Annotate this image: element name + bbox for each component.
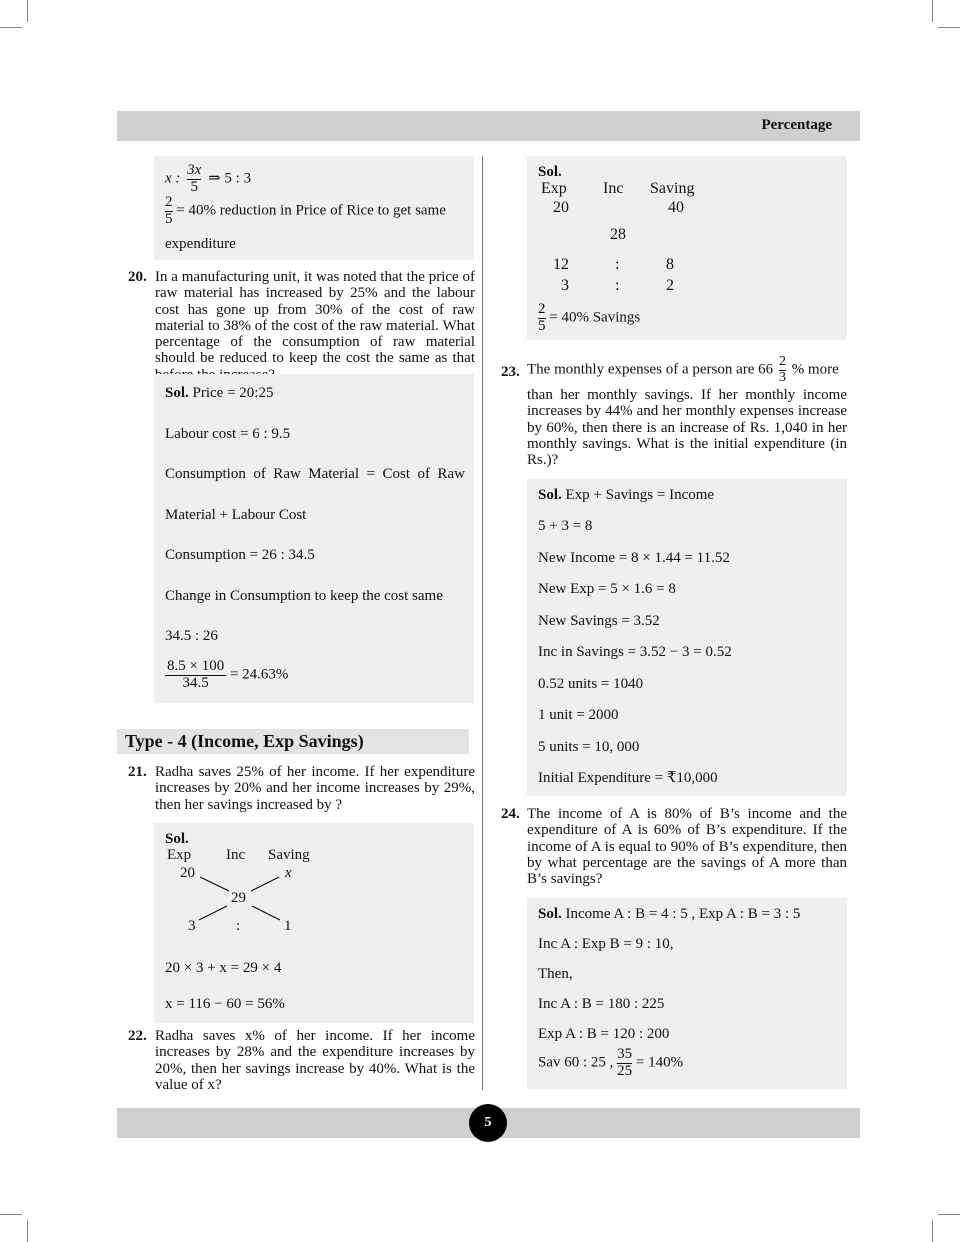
alligation-row1-colon: : [615, 256, 620, 273]
ratio-result: ⇒ 5 : 3 [208, 170, 252, 187]
fraction-numerator: 2 [165, 194, 173, 210]
ratio-prefix: x : [165, 170, 181, 187]
sol20-line7: 34.5 : 26 [165, 628, 218, 644]
alligation-row1-right: 8 [666, 256, 674, 273]
section-heading: Type - 4 (Income, Exp Savings) [125, 731, 364, 751]
column-divider [482, 156, 483, 1090]
sol23-line3: New Income = 8 × 1.44 = 11.52 [538, 550, 730, 566]
alligation-row2-colon: : [615, 277, 620, 294]
alligation-row2-right: 2 [666, 277, 674, 294]
fraction-denominator: 5 [165, 210, 173, 227]
expenditure-word: expenditure [165, 236, 236, 252]
solution-box-20 [154, 374, 474, 703]
sol20-line3: Consumption of Raw Material = Cost of Raw [165, 466, 465, 482]
sol-text: Price = 20:25 [192, 385, 274, 401]
result-fraction [165, 659, 226, 692]
sol20-line6: Change in Consumption to keep the cost same [165, 588, 443, 604]
fraction-numerator: 2 [778, 354, 786, 369]
sol23-line10: Initial Expenditure = ₹10,000 [538, 770, 718, 786]
question-number: 22. [128, 1028, 147, 1044]
col-saving: Saving [650, 180, 695, 197]
fraction-denominator: 5 [538, 317, 546, 334]
col-saving: Saving [268, 847, 310, 863]
question-text: than her monthly savings. If her monthly income increases by 44% and her monthly expenses increase by 60%, then there is an increase of Rs. 1,040 in her monthly savings. What is the initial expenditure (in Rs.)? [527, 387, 847, 469]
sol-text: Income A : B = 4 : 5 , Exp A : B = 3 : 5 [565, 906, 801, 922]
reduction-text: = 40% reduction in Price of Rice to get same [176, 202, 446, 219]
fraction-denominator: 5 [187, 179, 201, 196]
question-23-first-line [527, 355, 839, 385]
sol24-line1 [538, 906, 800, 923]
col-inc: Inc [603, 180, 624, 197]
result-text: = 24.63% [229, 666, 289, 683]
question-23-body [527, 387, 847, 468]
sol24-line2: Inc A : Exp B = 9 : 10, [538, 936, 674, 952]
sol20-line2: Labour cost = 6 : 9.5 [165, 426, 291, 442]
sol23-line6: Inc in Savings = 3.52 − 3 = 0.52 [538, 644, 732, 660]
chapter-title: Percentage [761, 117, 832, 133]
result-text: = 140% [635, 1054, 684, 1071]
question-text: % more [791, 361, 839, 378]
alligation-right-value: x [285, 865, 292, 881]
equation-text: x = 116 − 60 = 56% [165, 996, 285, 1012]
alligation-bottom-right: 1 [284, 918, 292, 934]
sol-text: Exp + Savings = Income [565, 487, 715, 503]
sol-label: Sol. [538, 906, 562, 922]
sol23-line1 [538, 487, 714, 504]
sol22-result [538, 302, 640, 335]
fraction-denominator: 3 [778, 369, 786, 385]
sol24-line4: Inc A : B = 180 : 225 [538, 996, 665, 1012]
crop-mark [27, 1220, 28, 1242]
page-number: 5 [469, 1104, 507, 1142]
crop-mark [27, 0, 28, 22]
question-number: 20. [128, 269, 147, 285]
alligation-bottom-left: 3 [188, 918, 196, 934]
alligation-right-value: 40 [668, 199, 684, 216]
sol24-line6 [538, 1047, 683, 1080]
question-text: In a manufacturing unit, it was noted that the price of raw material has increased by 25% and the labour cost has gone up from 30% of the cost of raw material to 38% of the cost of the raw material. What percentage of the consumption of raw material should be reduced to keep the cost the same as that [155, 269, 475, 367]
sol23-line7: 0.52 units = 1040 [538, 676, 644, 692]
question-text: Radha saves 25% of her income. If her expenditure increases by 20% and her income increases by 29%, then her savings increased by ? [155, 764, 475, 813]
sol-text: Sav 60 : 25 , [538, 1054, 614, 1071]
question-text: The income of A is 80% of B’s income and the expenditure of A is 60% of B’s expenditure. If the income of A is equal to 90% of B’s expenditure, then by what percentage are the savings of A more than B’s savings? [527, 806, 847, 888]
section-heading-bar [117, 729, 469, 754]
alligation-row2-left: 3 [561, 277, 569, 294]
sol-label: Sol. [165, 831, 189, 847]
sol20-line4: Material + Labour Cost [165, 507, 307, 523]
reduction-line [165, 195, 446, 228]
question-23-number: 23. [501, 364, 520, 380]
result-text: = 40% Savings [549, 309, 641, 326]
ratio-line [165, 163, 251, 196]
result-fraction [538, 302, 546, 335]
result-fraction [617, 1047, 632, 1080]
page-header [117, 111, 860, 141]
ratio-fraction [187, 163, 201, 196]
question-text: Radha saves x% of her income. If her income increases by 28% and the expenditure increases by 20%, then her savings increase by 40%. What is the value of x? [155, 1028, 475, 1093]
fraction-numerator: 2 [538, 301, 546, 317]
alligation-left-value: 20 [180, 865, 195, 881]
crop-mark [932, 1220, 933, 1242]
sol-label: Sol. [538, 487, 562, 503]
sol21-line2 [165, 996, 285, 1013]
sol-label: Sol. [538, 164, 562, 180]
equation-text: 20 × 3 + x = 29 × 4 [165, 960, 282, 976]
sol24-line3: Then, [538, 966, 573, 982]
sol23-line2: 5 + 3 = 8 [538, 518, 593, 534]
fraction-denominator: 34.5 [165, 675, 226, 692]
question-number: 21. [128, 764, 147, 780]
sol23-line8: 1 unit = 2000 [538, 707, 619, 723]
alligation-center-value: 29 [231, 890, 246, 906]
alligation-colon: : [236, 918, 241, 934]
inline-fraction [779, 355, 786, 385]
sol21-line1 [165, 960, 281, 977]
sol-label: Sol. [165, 385, 189, 401]
alligation-left-value: 20 [553, 199, 569, 216]
reduction-fraction [165, 195, 173, 228]
sol20-line1 [165, 385, 273, 402]
sol20-line5: Consumption = 26 : 34.5 [165, 547, 315, 563]
fraction-denominator: 25 [617, 1062, 633, 1079]
col-inc: Inc [226, 847, 246, 863]
sol23-line5: New Savings = 3.52 [538, 613, 660, 629]
sol20-result [165, 659, 288, 692]
fraction-numerator: 35 [617, 1046, 633, 1062]
alligation-row1-left: 12 [553, 256, 569, 273]
sol23-line9: 5 units = 10, 000 [538, 739, 640, 755]
fraction-numerator: 3x [187, 162, 202, 178]
question-number: 24. [501, 806, 520, 822]
crop-mark [0, 1214, 22, 1215]
crop-mark [932, 0, 933, 22]
fraction-numerator: 8.5 × 100 [167, 658, 225, 674]
alligation-center-value: 28 [610, 226, 626, 243]
col-exp: Exp [167, 847, 192, 863]
sol23-line4: New Exp = 5 × 1.6 = 8 [538, 581, 676, 597]
crop-mark [938, 27, 960, 28]
col-exp: Exp [541, 180, 567, 197]
crop-mark [938, 1214, 960, 1215]
solution-box-21 [154, 823, 474, 1023]
question-text: The monthly expenses of a person are 66 [527, 361, 774, 378]
crop-mark [0, 27, 22, 28]
sol24-line5: Exp A : B = 120 : 200 [538, 1026, 670, 1042]
